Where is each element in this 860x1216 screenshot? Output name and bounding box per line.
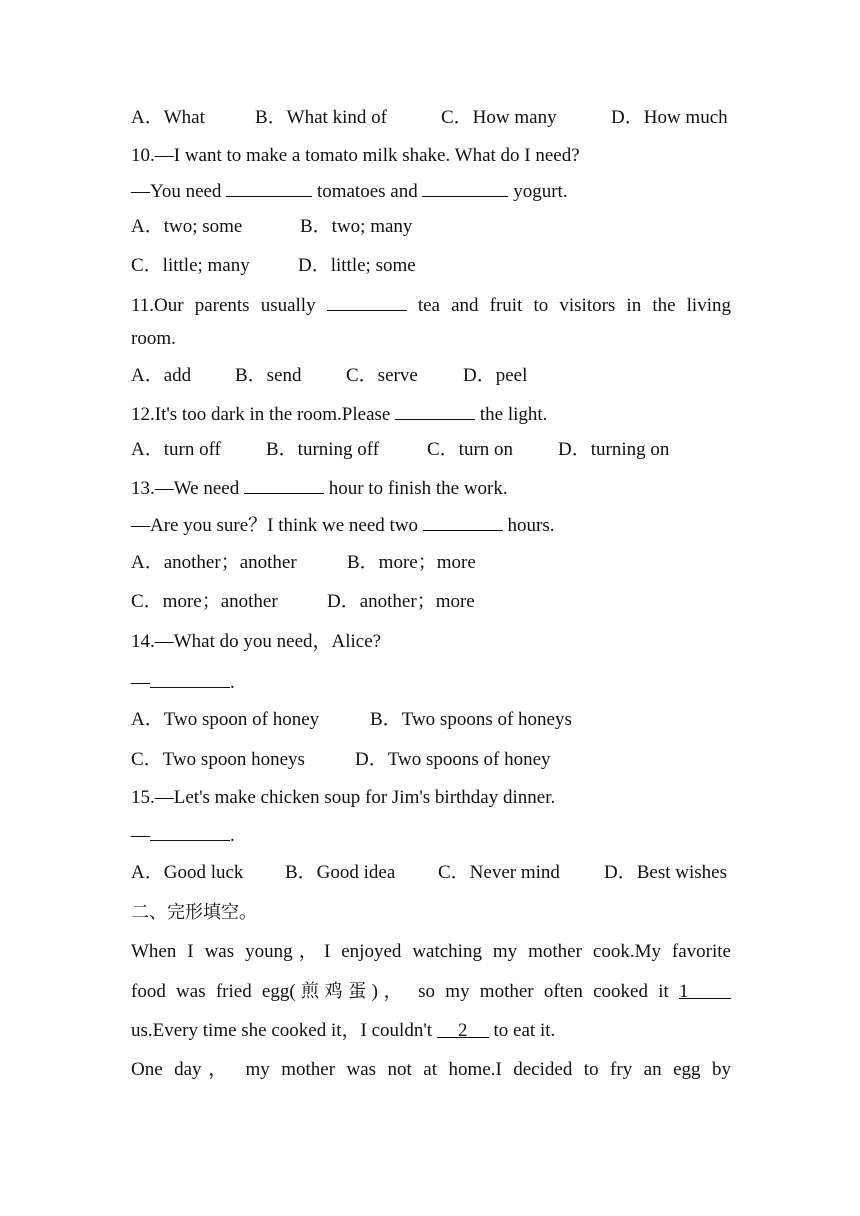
q10-options-row1 bbox=[131, 215, 731, 239]
q9-option-d[interactable]: D．How much bbox=[611, 107, 728, 128]
q12-stem bbox=[131, 401, 731, 427]
cloze-text: food was fried egg( bbox=[131, 981, 296, 1002]
q14-answer-line bbox=[131, 669, 731, 695]
q13-line2-b: hours. bbox=[502, 515, 555, 536]
answer-blank[interactable] bbox=[150, 822, 230, 841]
q13-option-d[interactable]: D．another；more bbox=[327, 591, 475, 612]
cloze-text: to eat it. bbox=[488, 1020, 556, 1041]
section-heading: 二、完形填空。 bbox=[131, 902, 257, 923]
q11-stem-continued: room. bbox=[131, 328, 176, 349]
q14-option-d[interactable]: D．Two spoons of honey bbox=[355, 749, 551, 770]
q15-answer-line bbox=[131, 822, 731, 848]
q12-stem-b: the light. bbox=[475, 404, 548, 425]
q12-options bbox=[131, 438, 731, 462]
q10-option-c[interactable]: C．little; many bbox=[131, 255, 250, 276]
q15-stem: 15.—Let's make chicken soup for Jim's birthday dinner. bbox=[131, 787, 556, 808]
cloze-blank-2[interactable]: 2 bbox=[437, 1019, 489, 1038]
answer-blank bbox=[423, 512, 503, 531]
answer-blank bbox=[395, 401, 475, 420]
q12-option-d[interactable]: D．turning on bbox=[558, 439, 670, 460]
q14-option-b[interactable]: B．Two spoons of honeys bbox=[370, 709, 572, 730]
q10-option-d[interactable]: D．little; some bbox=[298, 255, 416, 276]
q15-answer-period: . bbox=[230, 825, 235, 846]
cloze-text: us.Every time she cooked it，I couldn't bbox=[131, 1020, 437, 1041]
q11-option-d[interactable]: D．peel bbox=[463, 365, 528, 386]
q14-option-c[interactable]: C．Two spoon honeys bbox=[131, 749, 305, 770]
q15-answer-dash: — bbox=[131, 825, 150, 846]
answer-blank bbox=[327, 292, 407, 311]
q14-options-row2 bbox=[131, 748, 731, 772]
q13-option-a[interactable]: A．another；another bbox=[131, 552, 297, 573]
cloze-paragraph-line: When I was young，I enjoyed watching my mother cook.My favorite bbox=[131, 941, 731, 962]
answer-blank bbox=[226, 178, 312, 197]
q12-option-a[interactable]: A．turn off bbox=[131, 439, 221, 460]
q11-options bbox=[131, 364, 731, 388]
cloze-paragraph-line bbox=[131, 1019, 731, 1043]
q14-options-row1 bbox=[131, 708, 731, 732]
q10-line2-c: yogurt. bbox=[508, 181, 568, 202]
q14-option-a[interactable]: A．Two spoon of honey bbox=[131, 709, 320, 730]
q10-options-row2 bbox=[131, 254, 731, 278]
q15-options bbox=[131, 861, 731, 885]
cloze-text: )， so my mother often cooked it bbox=[371, 981, 680, 1002]
q13-stem bbox=[131, 475, 731, 501]
q13-line2-a: —Are you sure？I think we need two bbox=[131, 515, 423, 536]
answer-blank[interactable] bbox=[150, 669, 230, 688]
q10-stem: 10.—I want to make a tomato milk shake. What do I need? bbox=[131, 145, 580, 166]
q11-stem-b: tea and fruit to visitors in the living bbox=[417, 295, 731, 316]
cloze-blank-1[interactable]: 1 bbox=[679, 980, 731, 999]
q14-answer-dash: — bbox=[131, 672, 150, 693]
q9-option-b[interactable]: B．What kind of bbox=[255, 107, 387, 128]
q14-stem: 14.—What do you need，Alice? bbox=[131, 631, 382, 652]
q11-option-a[interactable]: A．add bbox=[131, 365, 192, 386]
q13-options-row1 bbox=[131, 551, 731, 575]
q10-line2-b: tomatoes and bbox=[312, 181, 423, 202]
q11-option-c[interactable]: C．serve bbox=[346, 365, 418, 386]
q13-stem-a: 13.—We need bbox=[131, 478, 244, 499]
q10-line2 bbox=[131, 178, 731, 204]
q9-options bbox=[131, 106, 731, 130]
q10-option-b[interactable]: B．two; many bbox=[300, 216, 413, 237]
q12-option-b[interactable]: B．turning off bbox=[266, 439, 380, 460]
q15-option-c[interactable]: C．Never mind bbox=[438, 862, 560, 883]
q15-option-b[interactable]: B．Good idea bbox=[285, 862, 396, 883]
q13-options-row2 bbox=[131, 590, 731, 614]
q13-stem-b: hour to finish the work. bbox=[323, 478, 508, 499]
q10-option-a[interactable]: A．two; some bbox=[131, 216, 243, 237]
q12-stem-a: 12.It's too dark in the room.Please bbox=[131, 404, 396, 425]
q12-option-c[interactable]: C．turn on bbox=[427, 439, 514, 460]
answer-blank bbox=[422, 178, 508, 197]
q14-answer-period: . bbox=[230, 672, 235, 693]
q9-option-a[interactable]: A．What bbox=[131, 107, 205, 128]
cloze-paragraph-line bbox=[131, 980, 731, 1004]
cloze-chinese-gloss: 煎鸡蛋 bbox=[295, 981, 372, 1002]
q13-option-b[interactable]: B．more；more bbox=[347, 552, 476, 573]
q15-option-a[interactable]: A．Good luck bbox=[131, 862, 244, 883]
cloze-paragraph-line: One day， my mother was not at home.I decided to fry an egg by bbox=[131, 1059, 731, 1080]
q11-stem bbox=[131, 292, 731, 318]
q13-option-c[interactable]: C．more；another bbox=[131, 591, 278, 612]
q9-option-c[interactable]: C．How many bbox=[441, 107, 557, 128]
q15-option-d[interactable]: D．Best wishes bbox=[604, 862, 727, 883]
q10-line2-a: —You need bbox=[131, 181, 227, 202]
q13-line2 bbox=[131, 512, 731, 538]
answer-blank bbox=[244, 475, 324, 494]
q11-stem-a: 11.Our parents usually bbox=[131, 295, 327, 316]
q11-option-b[interactable]: B．send bbox=[235, 365, 302, 386]
